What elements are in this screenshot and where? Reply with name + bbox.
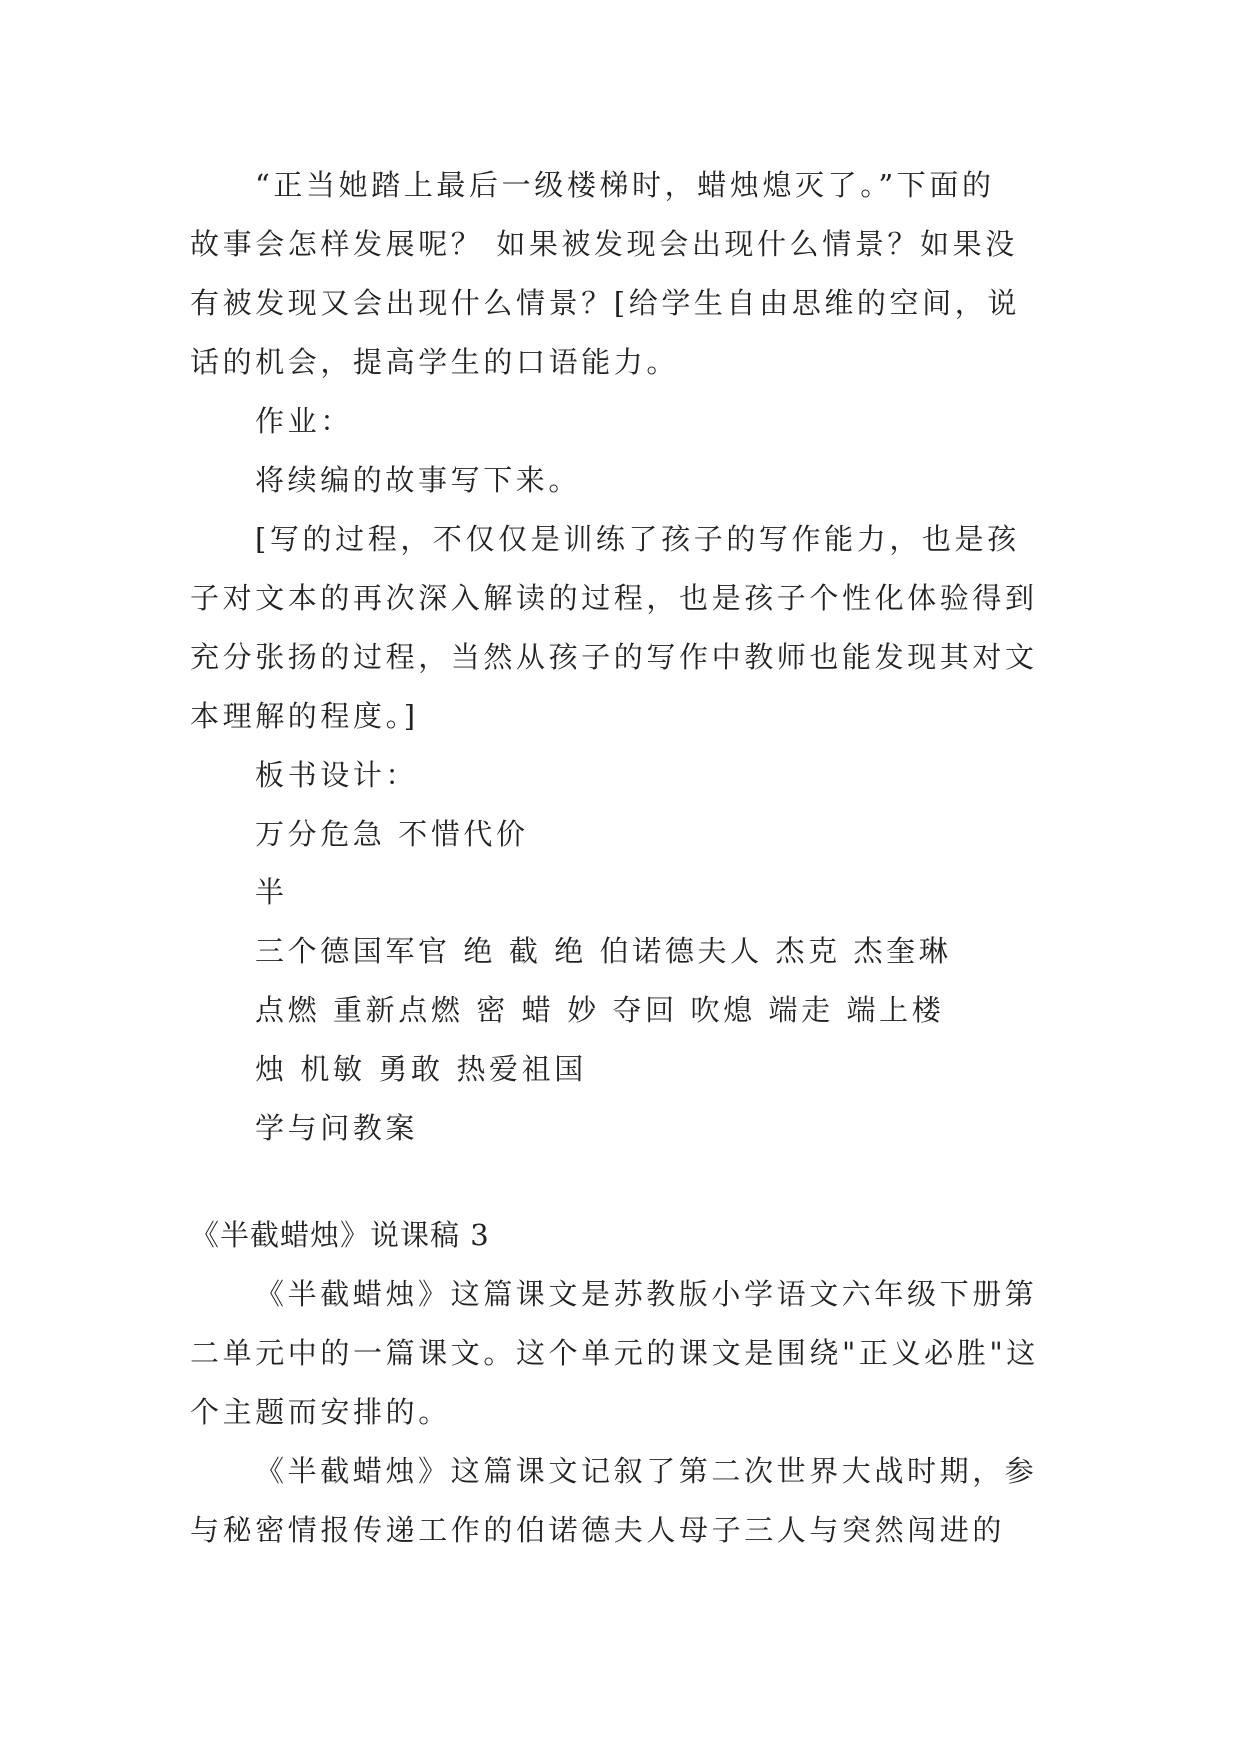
paragraph-line: 故事会怎样发展呢？ 如果被发现会出现什么情景？如果没 bbox=[190, 227, 1018, 261]
homework-text: 将续编的故事写下来。 bbox=[255, 463, 582, 497]
paragraph-line: 《半截蜡烛》这篇课文是苏教版小学语文六年级下册第 bbox=[255, 1277, 1038, 1311]
paragraph-line: 子对文本的再次深入解读的过程，也是孩子个性化体验得到 bbox=[190, 581, 1038, 615]
paragraph-line: 本理解的程度。] bbox=[190, 699, 419, 733]
paragraph-line: 《半截蜡烛》这篇课文记叙了第二次世界大战时期，参 bbox=[255, 1454, 1038, 1488]
paragraph-line: 与秘密情报传递工作的伯诺德夫人母子三人与突然闯进的 bbox=[190, 1513, 1006, 1547]
paragraph-line: 话的机会，提高学生的口语能力。 bbox=[190, 345, 680, 379]
paragraph-line: “正当她踏上最后一级楼梯时，蜡烛熄灭了。”下面的 bbox=[255, 168, 995, 202]
board-design-label: 板书设计： bbox=[255, 758, 419, 792]
board-line: 学与问教案 bbox=[255, 1111, 419, 1145]
board-line: 半 bbox=[255, 875, 288, 909]
section-title: 《半截蜡烛》说课稿 3 bbox=[190, 1218, 490, 1252]
paragraph-line: 个主题而安排的。 bbox=[190, 1395, 451, 1429]
board-line: 三个德国军官 绝 截 绝 伯诺德夫人 杰克 杰奎琳 bbox=[255, 934, 952, 968]
board-line: 点燃 重新点燃 密 蜡 妙 夺回 吹熄 端走 端上楼 bbox=[255, 993, 945, 1027]
paragraph-line: 充分张扬的过程，当然从孩子的写作中教师也能发现其对文 bbox=[190, 640, 1038, 674]
paragraph-line: 二单元中的一篇课文。这个单元的课文是围绕"正义必胜"这 bbox=[190, 1336, 1039, 1370]
board-line: 万分危急 不惜代价 bbox=[255, 817, 529, 851]
board-line: 烛 机敏 勇敢 热爱祖国 bbox=[255, 1052, 587, 1086]
paragraph-line: [写的过程，不仅仅是训练了孩子的写作能力，也是孩 bbox=[255, 522, 1020, 556]
paragraph-line: 有被发现又会出现什么情景？[给学生自由思维的空间，说 bbox=[190, 286, 1020, 320]
homework-label: 作业： bbox=[255, 404, 353, 438]
